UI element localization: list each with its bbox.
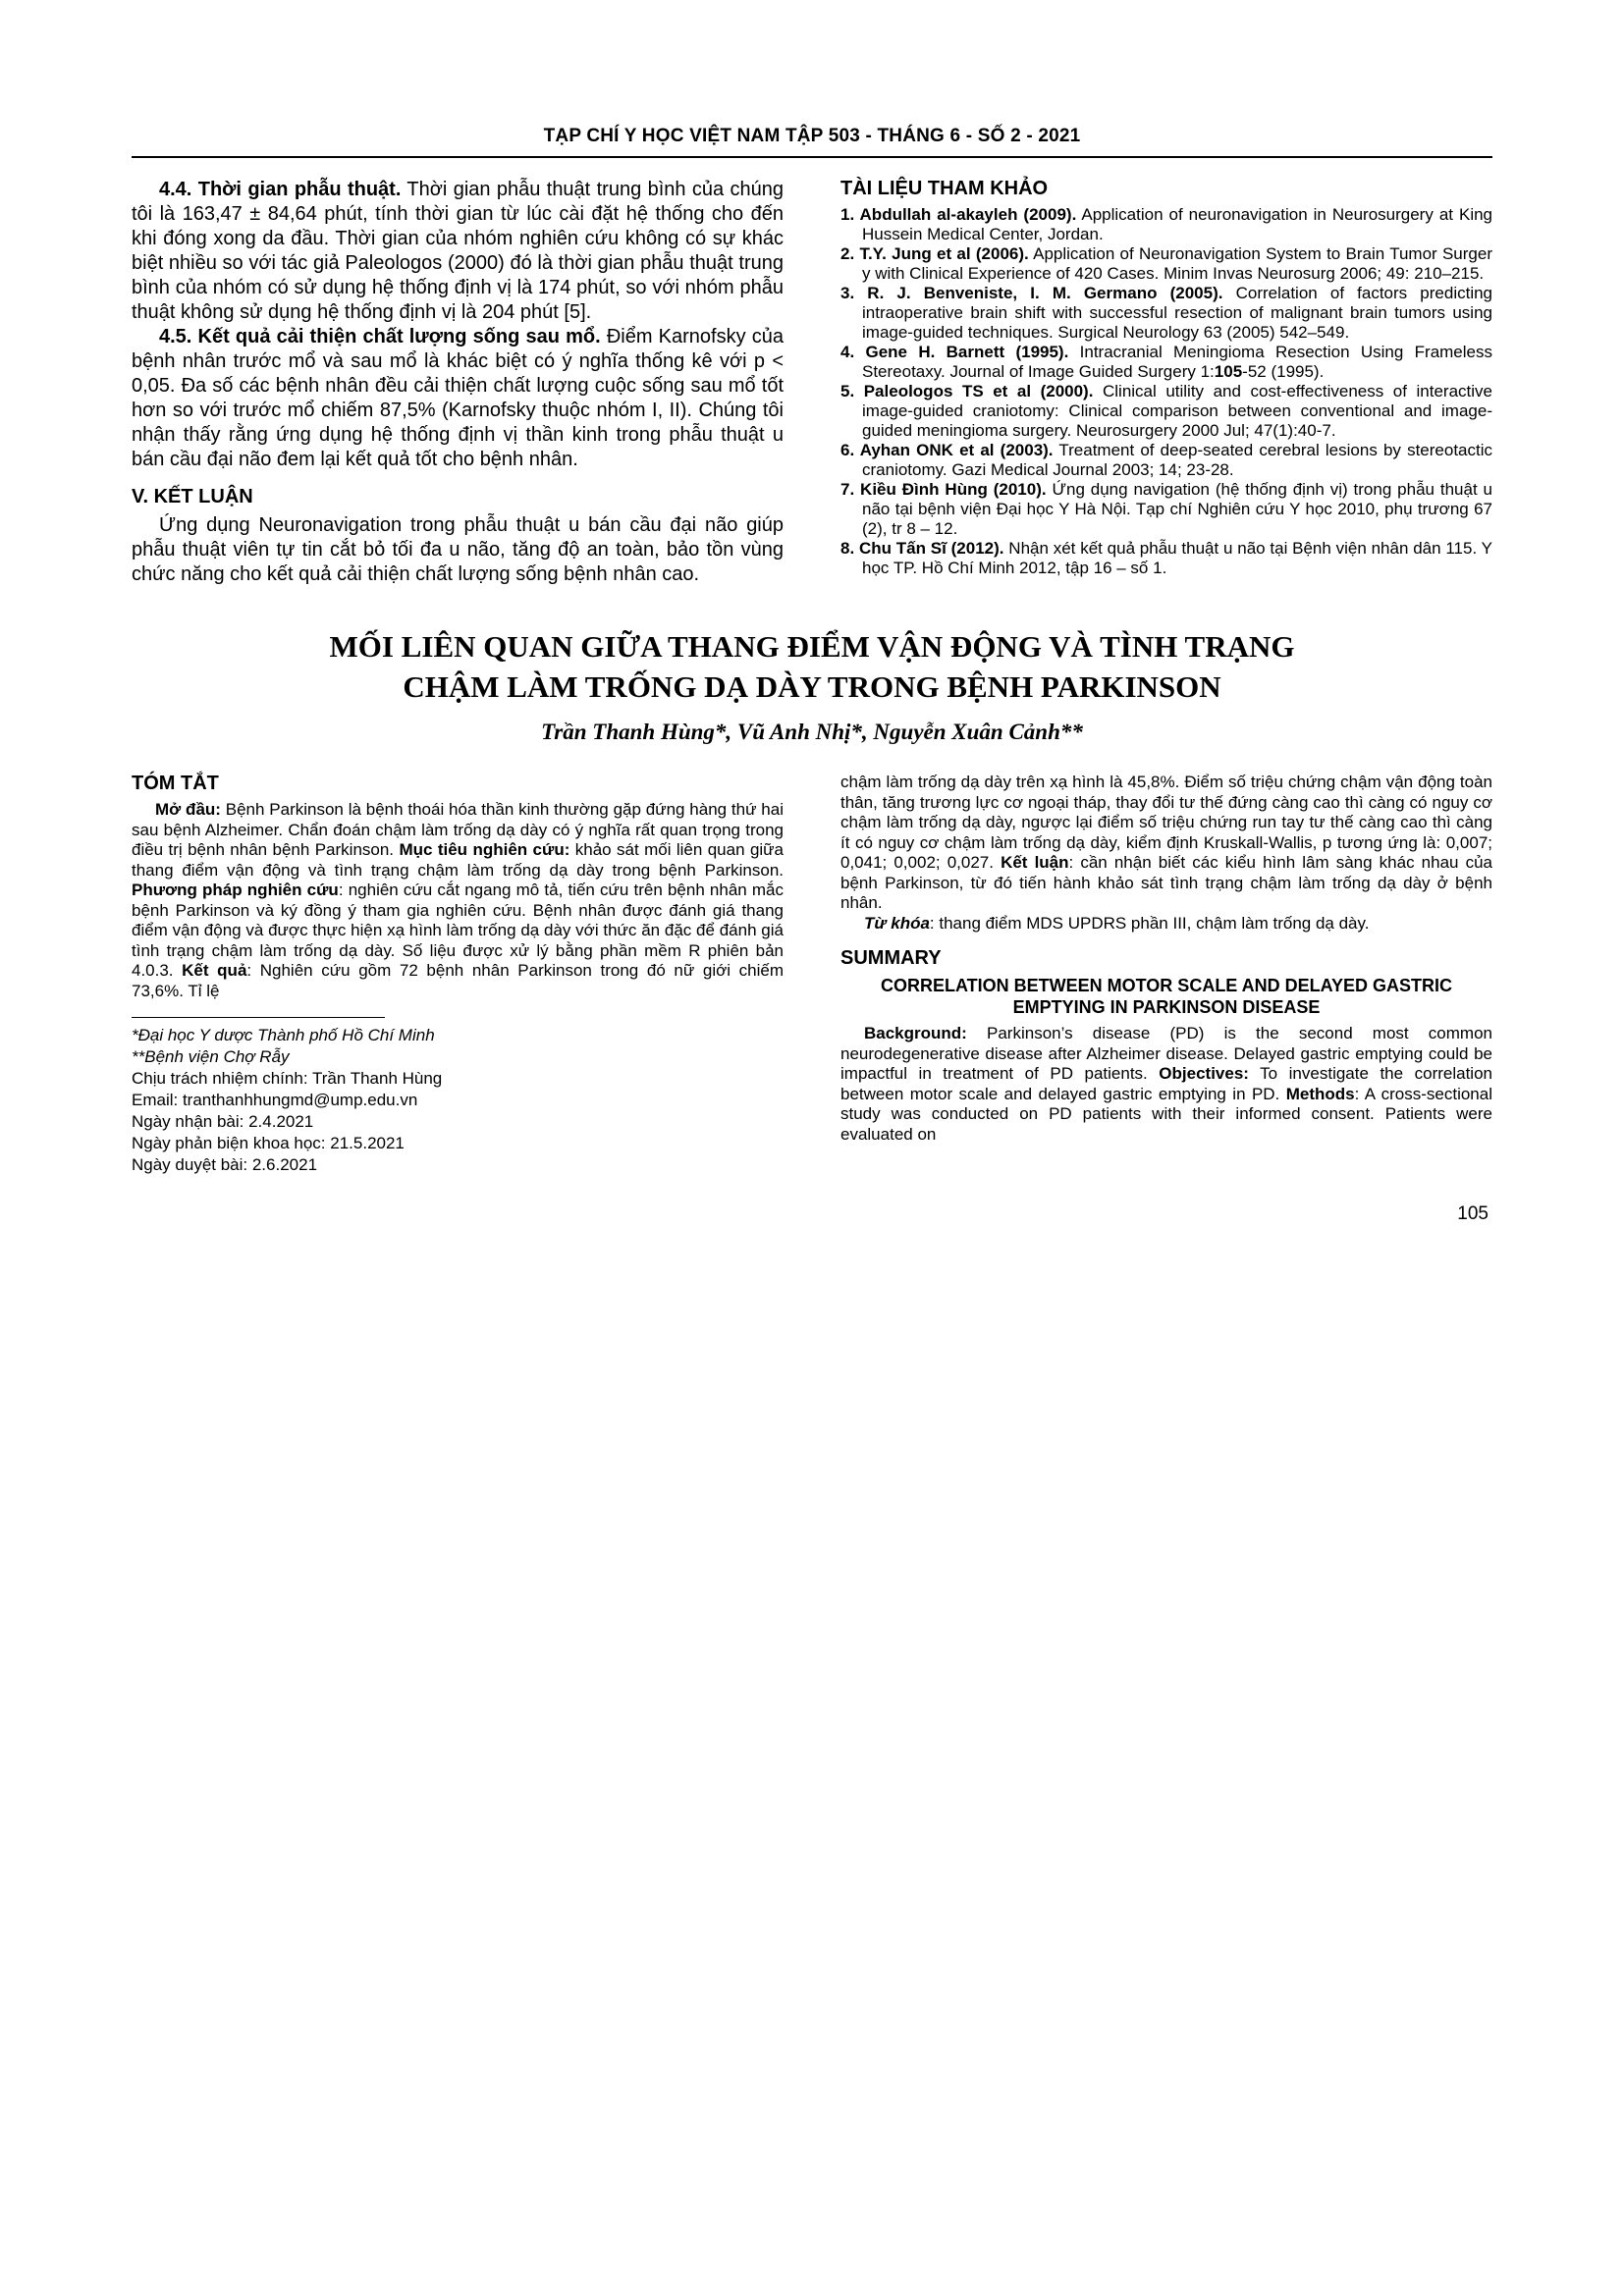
abstract-paragraph: Mở đầu: Bệnh Parkinson là bệnh thoái hóa thần kinh thường gặp đứng hàng thứ hai sau bệnh Alzheimer. Chẩn đoán chậm làm trống dạ dày có ý nghĩa rất quan trọng trong điều trị bệnh nhân bệnh Parkinson. Mục tiêu nghiên cứu: khảo sát mối liên quan giữa thang điểm vận động và tình trạng chậm làm trống dạ dày trong bệnh Parkinson. Phương pháp nghiên cứu: nghiên cứu cắt ngang mô tả, tiến cứu trên bệnh nhân mắc bệnh Parkinson và ký đồng ý tham gia nghiên cứu. Bệnh nhân được đánh giá thang điểm vận động và được thực hiện xạ hình làm trống dạ dày với thức ăn đặc để đánh giá tình trạng chậm làm trống dạ dày. Số liệu được xử lý bằng phần mềm R phiên bản 4.0.3. Kết quả: Nghiên cứu gồm 72 bệnh nhân Parkinson trong đó nữ giới chiếm 73,6%. Tỉ lệ bbox=[132, 800, 785, 1000]
article2-section bbox=[132, 773, 1492, 1176]
reference-item-7: 7. Kiều Đình Hùng (2010). Ứng dụng navigation (hệ thống định vị) trong phẫu thuật u não tại bệnh viện Đại học Y Hà Nội. Tạp chí Nghiên cứu Y học 2010, phụ trương 67 (2), tr 8 – 12. bbox=[840, 480, 1492, 538]
references-heading: TÀI LIỆU THAM KHẢO bbox=[840, 178, 1049, 199]
footnote-accepted-date: Ngày duyệt bài: 2.6.2021 bbox=[132, 1155, 318, 1174]
reference-item-8: 8. Chu Tấn Sĩ (2012). Nhận xét kết quả phẫu thuật u não tại Bệnh viện nhân dân 115. Y học TP. Hồ Chí Minh 2012, tập 16 – số 1. bbox=[840, 539, 1492, 577]
reference-item-1: 1. Abdullah al-akayleh (2009). Application of neuronavigation in Neurosurgery at King Hussein Medical Center, Jordan. bbox=[840, 205, 1493, 243]
paragraph-quality-of-life: 4.5. Kết quả cải thiện chất lượng sống sau mổ. Điểm Karnofsky của bệnh nhân trước mổ và sau mổ là khác biệt có ý nghĩa thống kê với p < 0,05. Đa số các bệnh nhân đều cải thiện chất lượng cuộc sống sau mổ tốt hơn so với trước mổ chiếm 87,5% (Karnofsky thuộc nhóm I, II). Chúng tôi nhận thấy rằng ứng dụng hệ thống định vị thần kinh trong phẫu thuật u bán cầu đại não đem lại kết quả tốt cho bệnh nhân. bbox=[132, 326, 785, 470]
journal-header-title: TẠP CHÍ Y HỌC VIỆT NAM TẬP 503 - THÁNG 6 - SỐ 2 - 2021 bbox=[543, 126, 1081, 146]
conclusion-paragraph: Ứng dụng Neuronavigation trong phẫu thuật u bán cầu đại não giúp phẫu thuật viên tự tin cắt bỏ tối đa u não, tăng độ an toàn, bảo tồn vùng chức năng cho kết quả cải thiện chất lượng sống bệnh nhân cao. bbox=[132, 514, 784, 585]
background-paragraph: Background: Parkinson’s disease (PD) is the second most common neurodegenerative disease after Alzheimer disease. Delayed gastric emptying could be impactful in treatment of PD patients. Objectives: To investigate the correlation between motor scale and delayed gastric emptying in PD. Methods: A cross-sectional study was conducted on PD patients with their informed consent. Patients were evaluated on bbox=[840, 1024, 1492, 1144]
footnote-responsible-line: Chịu trách nhiệm chính: Trần Thanh Hùng bbox=[132, 1069, 443, 1088]
article1-right-column bbox=[840, 178, 1492, 578]
reference-item-2: 2. T.Y. Jung et al (2006). Application of Neuronavigation System to Brain Tumor Surger y with Clinical Experience of 420 Cases. Minim Invas Neurosurg 2006; 49: 210–215. bbox=[840, 244, 1492, 283]
page-number: 105 bbox=[1457, 1203, 1489, 1224]
summary-heading: SUMMARY bbox=[840, 947, 942, 969]
footnote-received-date: Ngày nhận bài: 2.4.2021 bbox=[132, 1112, 314, 1131]
reference-item-3: 3. R. J. Benveniste, I. M. Germano (2005). Correlation of factors predicting intraoperative brain shift with successful resection of malignant brain tumors using image-guided techniques. Surgical Neurology 63 (2005) 542–549. bbox=[840, 284, 1493, 342]
abstract-heading: TÓM TẮT bbox=[132, 773, 219, 794]
page-number-row bbox=[132, 1203, 1492, 1225]
header-divider bbox=[132, 156, 1492, 158]
article2-header bbox=[132, 626, 1492, 745]
authors-line: Trần Thanh Hùng*, Vũ Anh Nhị*, Nguyễn Xuân Cảnh** bbox=[541, 720, 1083, 744]
article-title bbox=[132, 626, 1492, 707]
footnote-email-line: Email: tranthanhhungmd@ump.edu.vn bbox=[132, 1091, 418, 1109]
abstract-continuation-paragraph: chậm làm trống dạ dày trên xạ hình là 45,8%. Điểm số triệu chứng chậm vận động toàn thân, tăng trương lực cơ ngoại tháp, thay đổi tư thế đứng càng cao thì càng có nguy cơ chậm làm trống dạ dày, ngược lại điểm số triệu chứng run tay tư thế càng cao thì càng ít có nguy cơ chậm làm trống dạ dày, kiểm định Kruskall-Wallis, p tương ứng là: 0,007; 0,041; 0,002; 0,027. Kết luận: cần nhận biết các kiểu hình lâm sàng khác nhau của bệnh Parkinson, từ đó tiến hành khảo sát tình trạng chậm làm trống dạ dày ở bệnh nhân. bbox=[840, 773, 1493, 912]
article2-right-column bbox=[840, 773, 1492, 1145]
article1-section bbox=[132, 178, 1492, 587]
conclusion-heading: V. KẾT LUẬN bbox=[132, 486, 253, 507]
footnote-divider bbox=[132, 1017, 385, 1018]
summary-title: CORRELATION BETWEEN MOTOR SCALE AND DELAYED GASTRIC EMPTYING IN PARKINSON DISEASE bbox=[880, 976, 1453, 1017]
footnote-block bbox=[132, 1017, 784, 1176]
article-title-line1: MỐI LIÊN QUAN GIỮA THANG ĐIỂM VẬN ĐỘNG VÀ TÌNH TRẠNG bbox=[329, 629, 1295, 664]
keywords-paragraph: Từ khóa: thang điểm MDS UPDRS phần III, chậm làm trống dạ dày. bbox=[864, 913, 1370, 933]
reference-list bbox=[840, 205, 1492, 578]
footnote-affiliation-2: **Bệnh viện Chợ Rẫy bbox=[132, 1047, 290, 1066]
footnote-review-date: Ngày phản biện khoa học: 21.5.2021 bbox=[132, 1134, 405, 1152]
paragraph-surgery-time: 4.4. Thời gian phẫu thuật. Thời gian phẫu thuật trung bình của chúng tôi là 163,47 ± 84,64 phút, tính thời gian từ lúc cài đặt hệ thống cho đến khi đóng xong da đầu. Thời gian của nhóm nghiên cứu không có sự khác biệt nhiều so với tác giả Paleologos (2000) đó là thời gian phẫu thuật trung bình của nhóm có sử dụng hệ thống định vị là 174 phút, so với nhóm phẫu thuật không sử dụng hệ thống định vị là 204 phút [5]. bbox=[132, 179, 784, 323]
footnote-affiliation-1: *Đại học Y dược Thành phố Hồ Chí Minh bbox=[132, 1026, 435, 1044]
article-title-line2: CHẬM LÀM TRỐNG DẠ DÀY TRONG BỆNH PARKINSON bbox=[403, 669, 1221, 704]
article2-left-column bbox=[132, 773, 784, 1176]
article1-left-column bbox=[132, 178, 784, 587]
reference-item-5: 5. Paleologos TS et al (2000). Clinical utility and cost-effectiveness of interactive image-guided craniotomy: Clinical comparison between conventional and image-guided meningioma surgery. Neurosurgery 2000 Jul; 47(1):40-7. bbox=[840, 382, 1492, 440]
reference-item-6: 6. Ayhan ONK et al (2003). Treatment of deep-seated cerebral lesions by stereotactic craniotomy. Gazi Medical Journal 2003; 14; 23-28. bbox=[840, 441, 1492, 479]
reference-item-4: 4. Gene H. Barnett (1995). Intracranial Meningioma Resection Using Frameless Stereotaxy. Journal of Image Guided Surgery 1:105-52 (1995). bbox=[840, 343, 1492, 381]
